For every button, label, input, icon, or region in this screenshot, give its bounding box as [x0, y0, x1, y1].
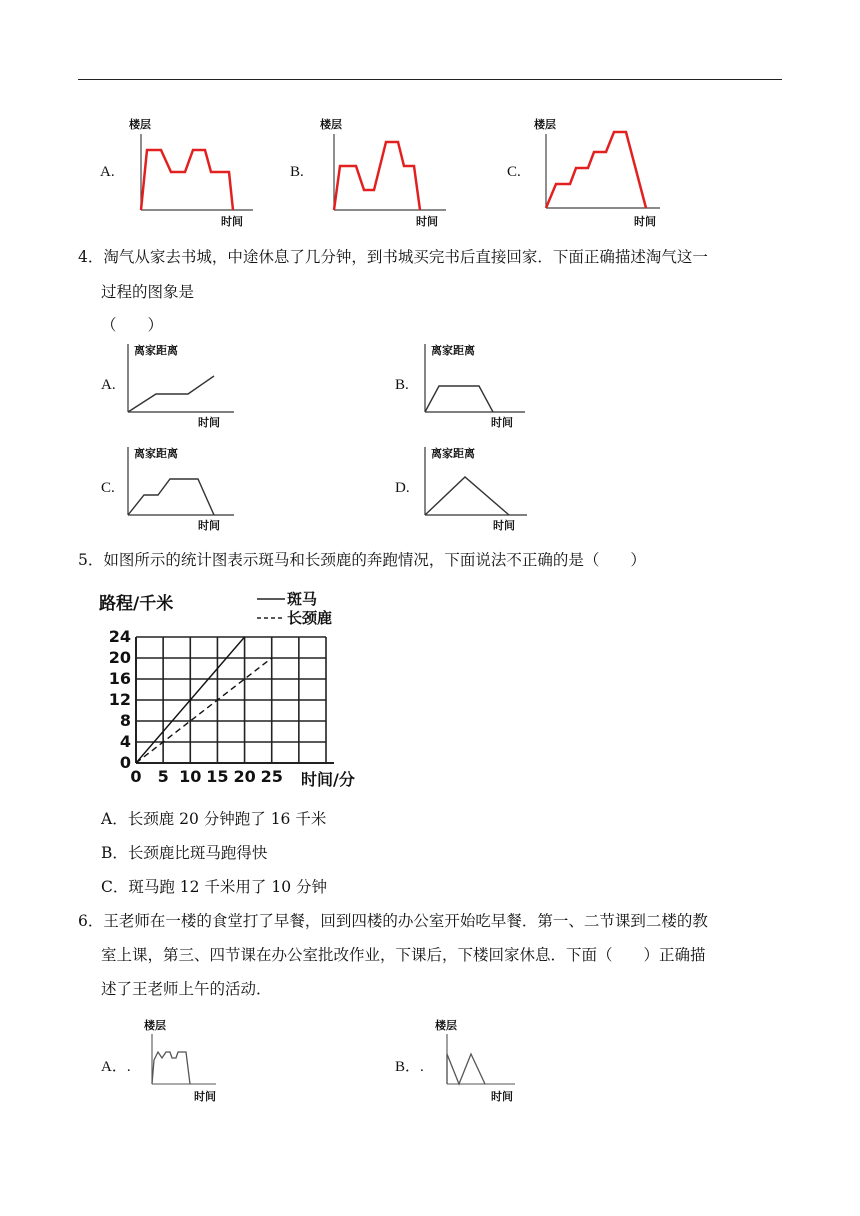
y-tick-label: 20 [108, 648, 131, 667]
q4-option-c-letter: C. [101, 480, 115, 496]
q4-c-xlabel: 时间 [198, 519, 220, 532]
q5-option-a[interactable]: A．长颈鹿 20 分钟跑了 16 千米 [101, 810, 327, 828]
y-tick-label: 8 [119, 711, 131, 730]
x-tick-label: 25 [260, 767, 283, 786]
q6-option-a-letter: A．. [101, 1059, 131, 1075]
q4-c-ylabel: 离家距离 [134, 447, 178, 460]
q4-a-line [128, 376, 214, 412]
q6-b-xlabel: 时间 [491, 1090, 513, 1103]
y-tick-label: 24 [108, 627, 131, 646]
q4-c-line [128, 479, 214, 515]
q6-option-b-graph[interactable] [433, 1016, 533, 1108]
x-tick-label: 20 [233, 767, 256, 786]
y-tick-label-origin: 0 [119, 753, 131, 772]
q4-option-a-graph[interactable] [122, 340, 242, 432]
q4-option-d-letter: D. [395, 480, 410, 496]
q3-a-line [141, 150, 233, 210]
q3-option-c-letter: C. [507, 164, 521, 180]
x-tick-label: 10 [179, 767, 202, 786]
q3-option-b-graph[interactable] [316, 112, 456, 230]
header-rule [78, 79, 782, 80]
q4-b-xlabel: 时间 [491, 416, 513, 429]
q3-a-xlabel: 时间 [221, 215, 243, 228]
q3-option-b-letter: B. [290, 164, 304, 180]
y-tick-label: 16 [108, 669, 131, 688]
q3-b-line [334, 142, 420, 210]
q3-c-line [546, 132, 646, 208]
q3-option-c-graph[interactable] [532, 112, 672, 230]
q4-d-ylabel: 离家距离 [431, 447, 475, 460]
q6-a-ylabel: 楼层 [144, 1019, 166, 1032]
q5-text-line1: 5．如图所示的统计图表示斑马和长颈鹿的奔跑情况，下面说法不正确的是（ ） [78, 551, 646, 569]
q3-c-xlabel: 时间 [634, 215, 656, 228]
y-tick-label: 12 [108, 690, 131, 709]
q4-a-xlabel: 时间 [198, 416, 220, 429]
q5-legend-zebra: 斑马 [287, 590, 318, 608]
q3-b-xlabel: 时间 [416, 215, 438, 228]
q6-option-a-graph[interactable] [142, 1016, 232, 1108]
q6-option-b-letter: B．. [395, 1059, 424, 1075]
x-tick-label: 15 [206, 767, 229, 786]
q6-text-line1: 6．王老师在一楼的食堂打了早餐，回到四楼的办公室开始吃早餐．第一、二节课到二楼的教 [78, 912, 708, 930]
q4-option-b-letter: B. [395, 377, 409, 393]
q6-b-ylabel: 楼层 [435, 1019, 457, 1032]
q5-option-c[interactable]: C．斑马跑 12 千米用了 10 分钟 [101, 878, 328, 896]
q5-option-b[interactable]: B．长颈鹿比斑马跑得快 [101, 844, 268, 862]
q4-text-line2: 过程的图象是 [101, 283, 195, 301]
q4-text-line1: 4．淘气从家去书城，中途休息了几分钟，到书城买完书后直接回家．下面正确描述淘气这一 [78, 248, 708, 266]
q4-a-ylabel: 离家距离 [134, 344, 178, 357]
y-tick-label: 4 [119, 732, 131, 751]
q4-option-b-graph[interactable] [419, 340, 539, 432]
series-giraffe-line [136, 658, 272, 763]
q5-chart-ylabel: 路程/千米 [99, 594, 174, 614]
q4-d-xlabel: 时间 [493, 519, 515, 532]
x-tick-label: 0 [130, 767, 142, 786]
x-tick-label: 5 [157, 767, 169, 786]
q3-option-a-letter: A. [100, 164, 115, 180]
q6-a-line [152, 1052, 190, 1084]
q3-b-ylabel: 楼层 [320, 118, 342, 131]
q3-c-ylabel: 楼层 [534, 118, 556, 131]
q3-a-ylabel: 楼层 [129, 118, 151, 131]
q4-d-line [425, 477, 509, 515]
q4-b-ylabel: 离家距离 [431, 344, 475, 357]
q5-chart [97, 585, 367, 795]
q4-paren: （ ） [101, 316, 164, 334]
q6-text-line2: 室上课，第三、四节课在办公室批改作业，下课后，下楼回家休息．下面（ ）正确描 [101, 946, 706, 964]
q6-a-xlabel: 时间 [194, 1090, 216, 1103]
q4-b-line [425, 386, 493, 412]
q5-chart-xlabel: 时间/分 [301, 770, 355, 789]
q4-option-a-letter: A. [101, 377, 116, 393]
q3-option-a-graph[interactable] [125, 112, 265, 230]
q6-text-line3: 述了王老师上午的活动． [101, 980, 272, 998]
q5-legend-giraffe: 长颈鹿 [287, 609, 333, 627]
q6-b-line [447, 1054, 485, 1084]
q4-option-d-graph[interactable] [419, 443, 539, 535]
q4-option-c-graph[interactable] [122, 443, 242, 535]
q5-chart-grid [136, 637, 334, 763]
